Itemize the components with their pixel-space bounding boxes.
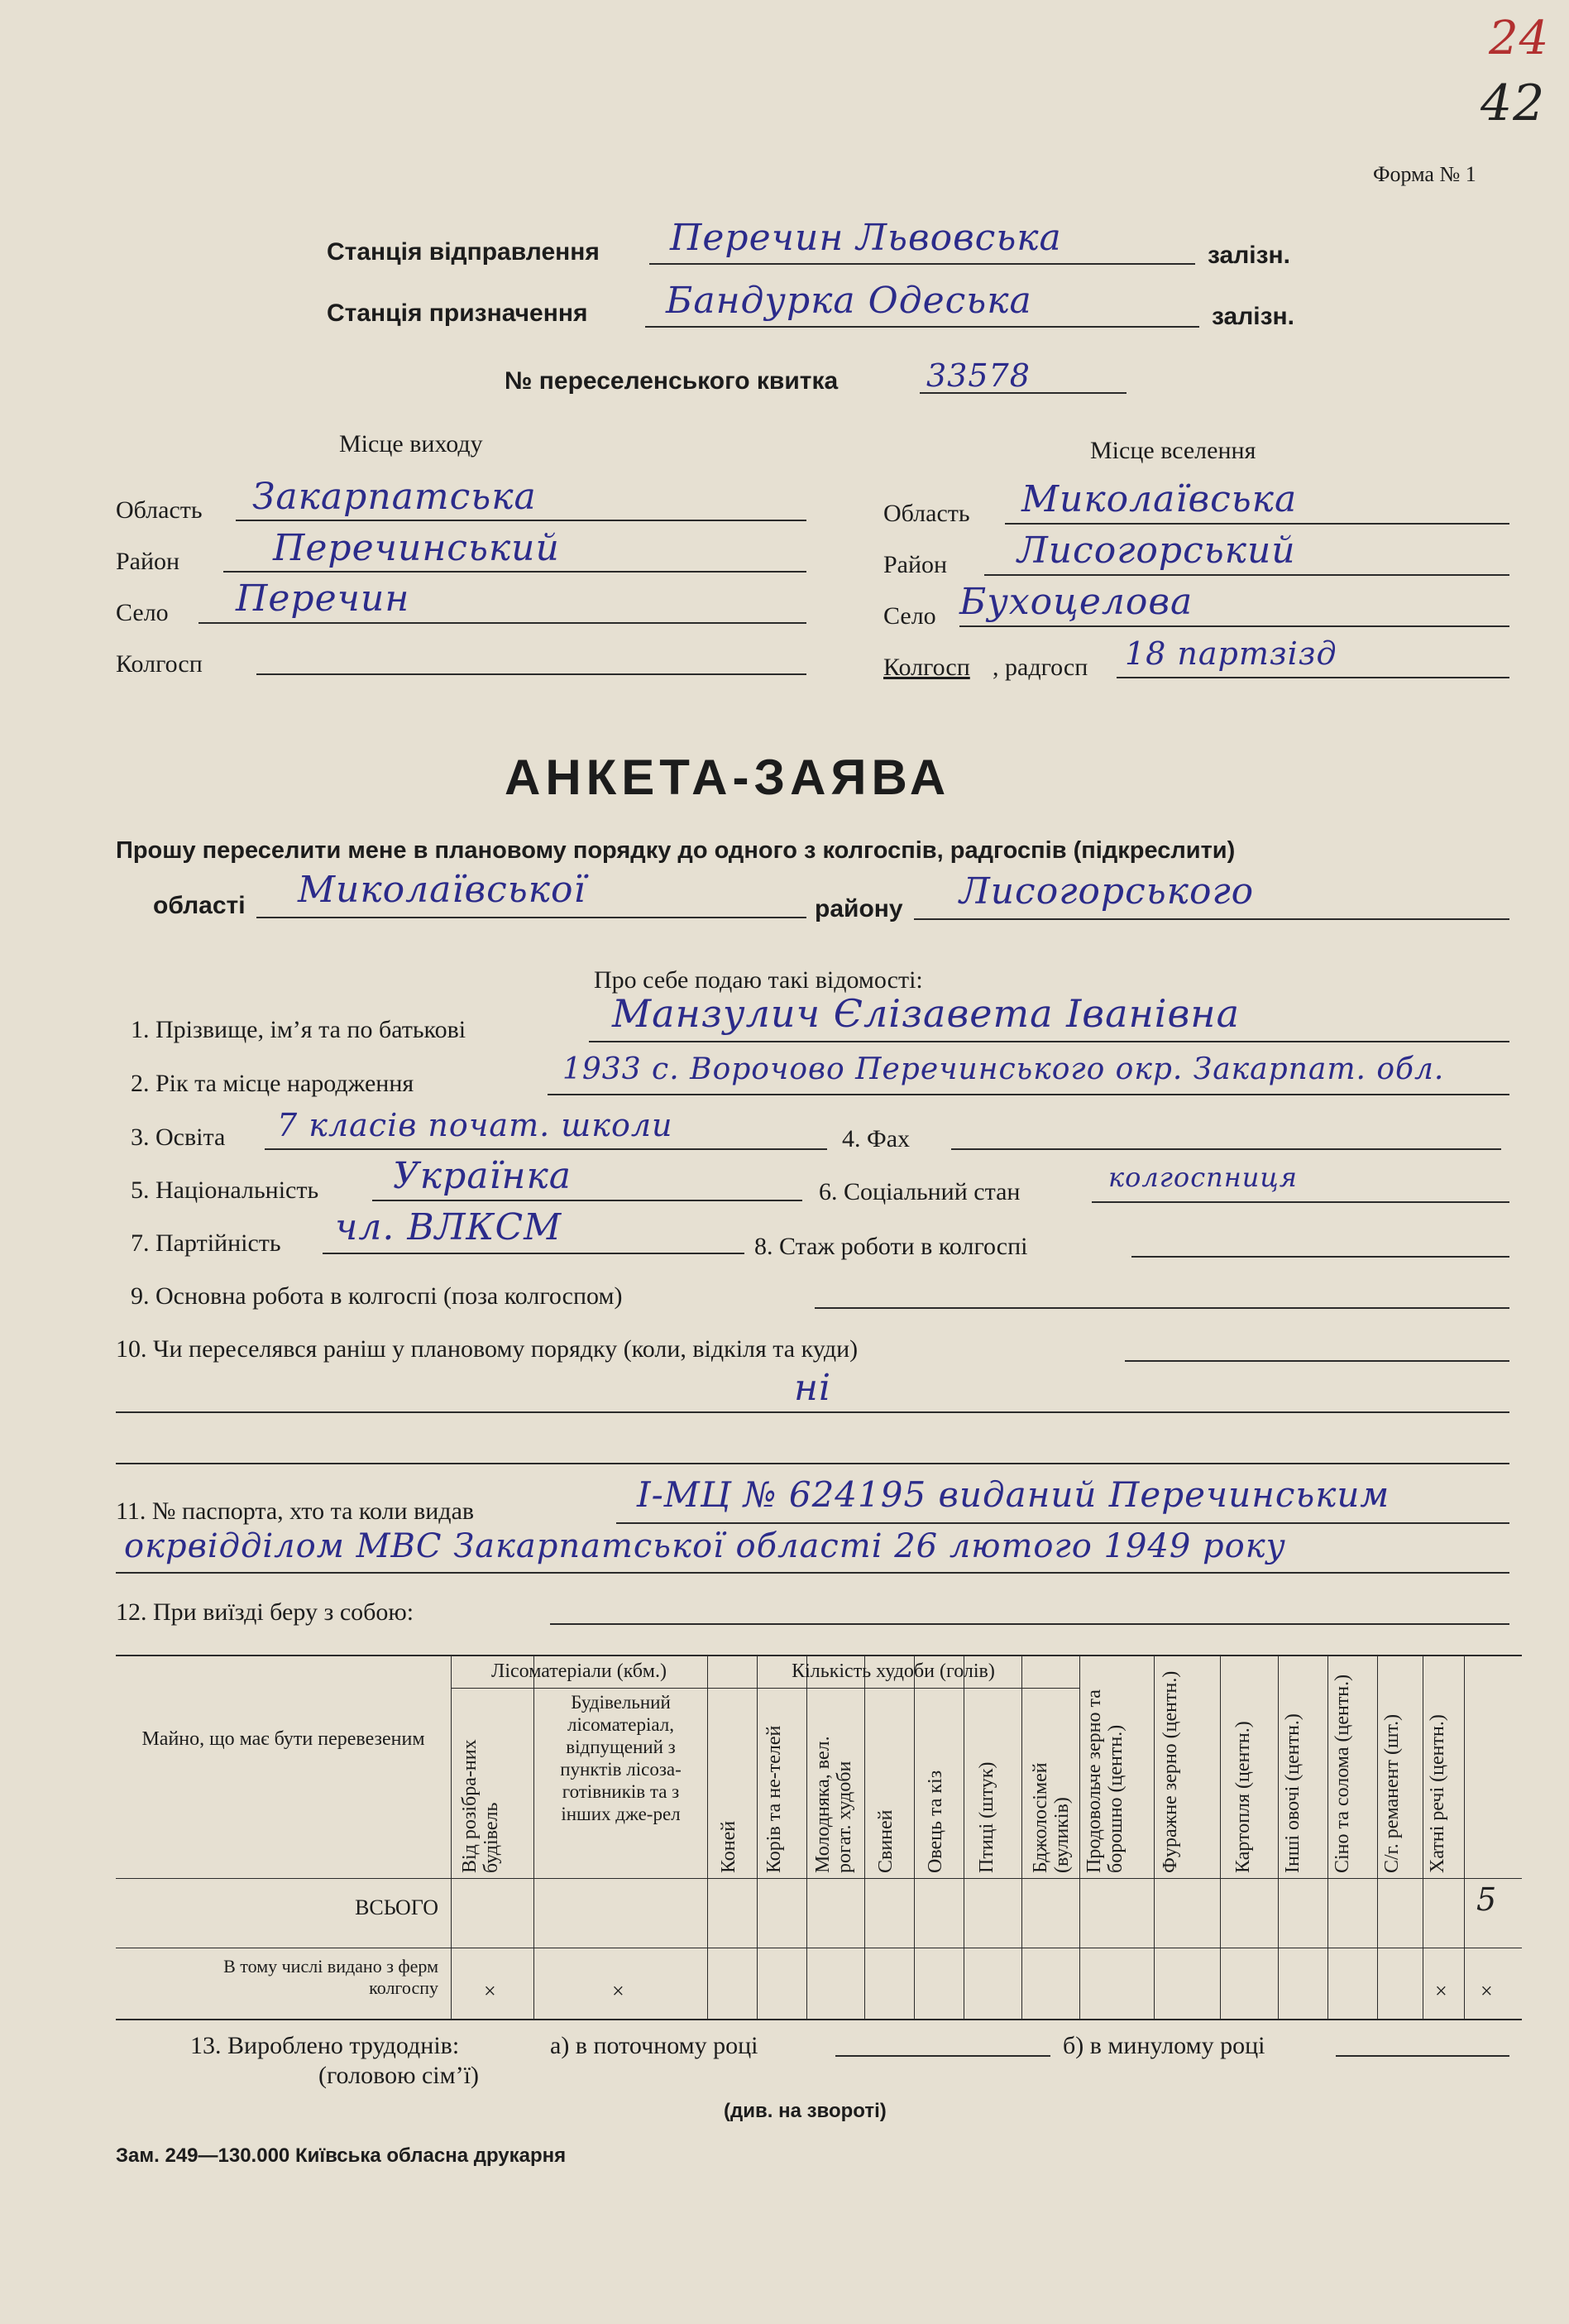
field-3-value: 7 класів почат. школи (277, 1107, 673, 1143)
col-young-header: Молодняка, вел. рогат. худоби (812, 1736, 855, 1873)
destination-raion-value: Лисогорський (1017, 529, 1296, 572)
row-total-label: ВСЬОГО (355, 1895, 438, 1919)
col-bees-header: Бджолосімей (вуликів) (1030, 1762, 1073, 1873)
origin-heading: Місце виходу (339, 430, 483, 458)
col-fodder-header: Фуражне зерно (центн.) (1160, 1670, 1181, 1873)
field-5-value: Українка (393, 1155, 572, 1197)
destination-village-value: Бухоцелова (959, 581, 1193, 623)
dispatch-value: Перечин Львовська (670, 217, 1062, 259)
col-home-header: Хатні речі (центн.) (1427, 1714, 1448, 1873)
origin-raion-label: Район (116, 548, 180, 575)
cross-home: × (1481, 1979, 1493, 2003)
archive-mark-top: 24 (1489, 12, 1550, 65)
request-oblast-value: Миколаївської (298, 869, 586, 911)
field-7-value: чл. ВЛКСМ (335, 1206, 562, 1248)
destination-oblast-label: Область (883, 500, 970, 527)
field-4-label: 4. Фах (842, 1125, 911, 1152)
row-issued-label: В тому числі видано з ферм колгоспу (223, 1956, 438, 1998)
request-raion-value: Лисогорського (959, 870, 1255, 913)
field-8-label: 8. Стаж роботи в колгоспі (754, 1233, 1028, 1260)
col-potato-header: Картопля (центн.) (1232, 1721, 1254, 1873)
field-3-label: 3. Освіта (131, 1124, 226, 1151)
request-raion-label: району (815, 895, 903, 922)
field-7-label: 7. Партійність (131, 1229, 281, 1257)
field-9-label: 9. Основна робота в колгоспі (поза колгоспом) (131, 1282, 623, 1310)
destination-value: Бандурка Одеська (666, 280, 1032, 322)
field-2-label: 2. Рік та місце народження (131, 1070, 414, 1097)
field-1-label: 1. Прізвище, ім’я та по батькові (131, 1016, 466, 1043)
col-horses-header: Коней (718, 1820, 739, 1873)
workdays-label: 13. Вироблено трудоднів: (190, 2032, 460, 2059)
printer-note: Зам. 249—130.000 Київська обласна друкарня (116, 2144, 567, 2167)
workdays-sub: (головою сім’ї) (318, 2062, 479, 2089)
group-timber-header: Лісоматеріали (кбм.) (491, 1660, 667, 1682)
workdays-previous-label: б) в минулому році (1063, 2032, 1265, 2059)
destination-rail-suffix: залізн. (1212, 303, 1294, 330)
cross-demolished: × (484, 1979, 496, 2003)
field-11-label: 11. № паспорта, хто та коли видав (116, 1497, 475, 1525)
col-tools-header: С/г. реманент (шт.) (1381, 1713, 1403, 1873)
origin-oblast-value: Закарпатська (252, 476, 537, 518)
origin-village-label: Село (116, 599, 169, 626)
col-cows-header: Корів та не-телей (763, 1725, 785, 1873)
dispatch-rail-suffix: залізн. (1208, 242, 1290, 269)
destination-radhosp-label: , радгосп (993, 654, 1088, 681)
origin-kolhosp-label: Колгосп (116, 650, 203, 678)
workdays-current-label: а) в поточному році (550, 2032, 758, 2059)
row-total-home-value: 5 (1476, 1881, 1498, 1918)
col-veg-header: Інші овочі (центн.) (1282, 1713, 1304, 1873)
col-food-grain-header: Продовольче зерно та борошно (центн.) (1083, 1689, 1127, 1873)
ticket-value: 33578 (926, 357, 1031, 394)
form-number: Форма № 1 (1373, 162, 1476, 186)
col-demolished-header: Від розібра-них будівель (459, 1739, 502, 1873)
col-hay-header: Сіно та солома (центн.) (1332, 1674, 1353, 1873)
col-sheep-header: Овець та кіз (925, 1770, 946, 1873)
ticket-label: № переселенського квитка (505, 367, 839, 395)
field-11-value-line-1: І-МЦ № 624195 виданий Перечинським (637, 1474, 1390, 1515)
intro-text: Про себе подаю такі відомості: (594, 966, 923, 994)
archive-mark-second: 42 (1481, 74, 1546, 132)
dispatch-label: Станція відправлення (327, 238, 600, 266)
request-text: Прошу переселити мене в плановому порядку до одного з колгоспів, радгоспів (підкреслити) (116, 837, 1236, 864)
field-10-value: ні (794, 1367, 832, 1409)
destination-village-label: Село (883, 602, 936, 630)
group-livestock-header: Кількість худоби (голів) (792, 1660, 995, 1682)
field-2-value: 1933 с. Ворочово Перечинського окр. Закарпат. обл. (562, 1052, 1445, 1086)
page-title: АНКЕТА-ЗАЯВА (505, 750, 951, 805)
field-12-label: 12. При виїзді беру з собою: (116, 1598, 414, 1626)
cross-tools: × (1435, 1979, 1447, 2003)
destination-kolhosp-value: 18 партзізд (1125, 635, 1337, 672)
field-5-label: 5. Національність (131, 1176, 319, 1204)
field-11-value-line-2: окрвідділом МВС Закарпатської області 26 лютого 1949 року (124, 1527, 1286, 1565)
property-table (116, 1655, 1522, 2020)
origin-raion-value: Перечинський (273, 527, 560, 569)
origin-village-value: Перечин (236, 577, 410, 620)
destination-heading: Місце вселення (1090, 437, 1256, 464)
field-1-value: Манзулич Єлізавета Іванівна (612, 991, 1241, 1036)
col-pigs-header: Свиней (875, 1809, 897, 1873)
field-6-value: колгоспниця (1108, 1162, 1298, 1193)
destination-label: Станція призначення (327, 299, 588, 327)
destination-kolhosp-label: Колгосп (883, 654, 970, 681)
field-6-label: 6. Соціальний стан (819, 1178, 1021, 1205)
cross-building: × (612, 1979, 624, 2003)
col-main-header: Майно, що має бути перевезеним (141, 1728, 425, 1750)
origin-oblast-label: Область (116, 496, 203, 524)
continued-note: (див. на звороті) (724, 2100, 887, 2122)
destination-raion-label: Район (883, 551, 948, 578)
field-10-label: 10. Чи переселявся раніш у плановому порядку (коли, відкіля та куди) (116, 1335, 859, 1363)
destination-oblast-value: Миколаївська (1021, 478, 1298, 520)
request-oblast-label: області (153, 892, 246, 919)
col-building-header: Будівельний лісоматеріал, відпущений з пунктів лісоза-готівників та з інших дже-рел (560, 1692, 682, 1824)
col-poultry-header: Птиці (штук) (976, 1761, 997, 1873)
